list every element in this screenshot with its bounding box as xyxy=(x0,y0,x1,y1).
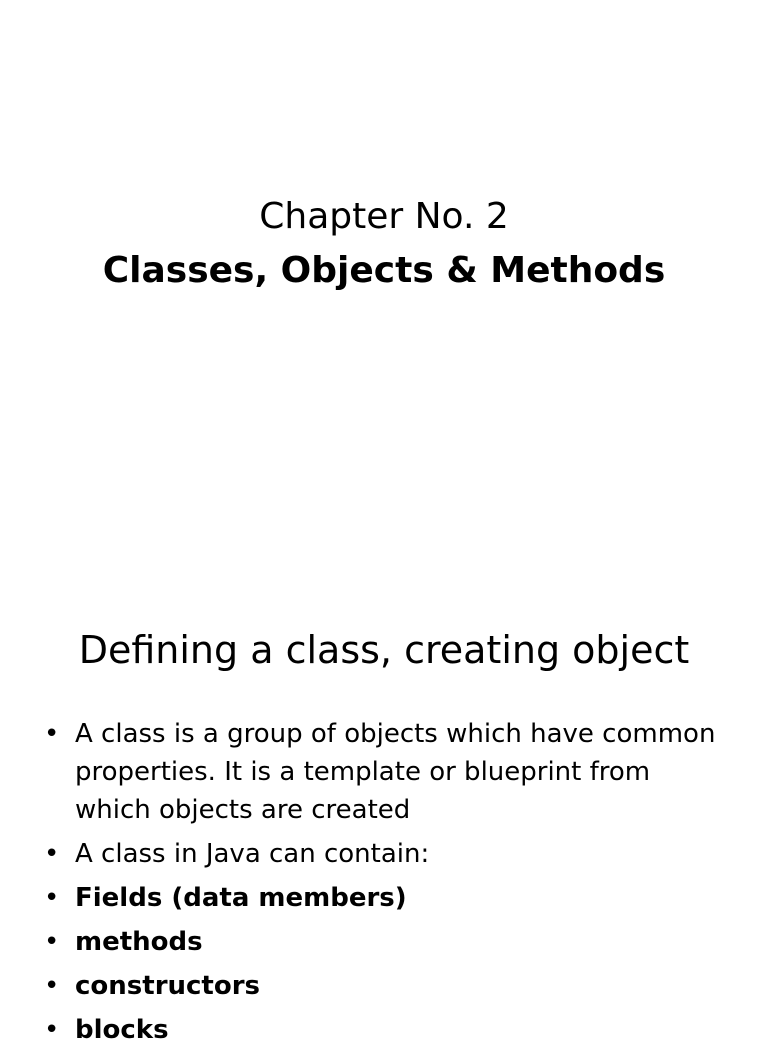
bullet-item xyxy=(0,967,768,1005)
bullet-item xyxy=(0,835,768,873)
bullet-text: constructors xyxy=(75,971,261,1001)
bullet-item xyxy=(0,1011,768,1049)
bullet-text: methods xyxy=(75,927,203,957)
chapter-number: Chapter No. 2 xyxy=(259,196,509,237)
bullet-text: blocks xyxy=(75,1015,169,1045)
bullet-dot-icon: • xyxy=(44,839,60,869)
bullet-dot-icon: • xyxy=(44,883,60,913)
slide-2 xyxy=(0,576,768,1045)
bullet-dot-icon: • xyxy=(44,719,60,749)
bullet-text: Fields (data members) xyxy=(75,883,407,913)
bullet-list xyxy=(0,715,768,1055)
bullet-item xyxy=(0,715,768,829)
bullet-dot-icon: • xyxy=(44,971,60,1001)
bullet-dot-icon: • xyxy=(44,1015,60,1045)
bullet-text: A class is a group of objects which have common properties. It is a template or blueprint from which objects are created xyxy=(75,719,716,825)
bullet-text: A class in Java can contain: xyxy=(75,839,430,869)
bullet-item xyxy=(0,923,768,961)
bullet-item xyxy=(0,879,768,917)
slide-title: Classes, Objects & Methods xyxy=(102,250,666,291)
bullet-dot-icon: • xyxy=(44,927,60,957)
slide-heading: Defining a class, creating object xyxy=(78,628,690,672)
